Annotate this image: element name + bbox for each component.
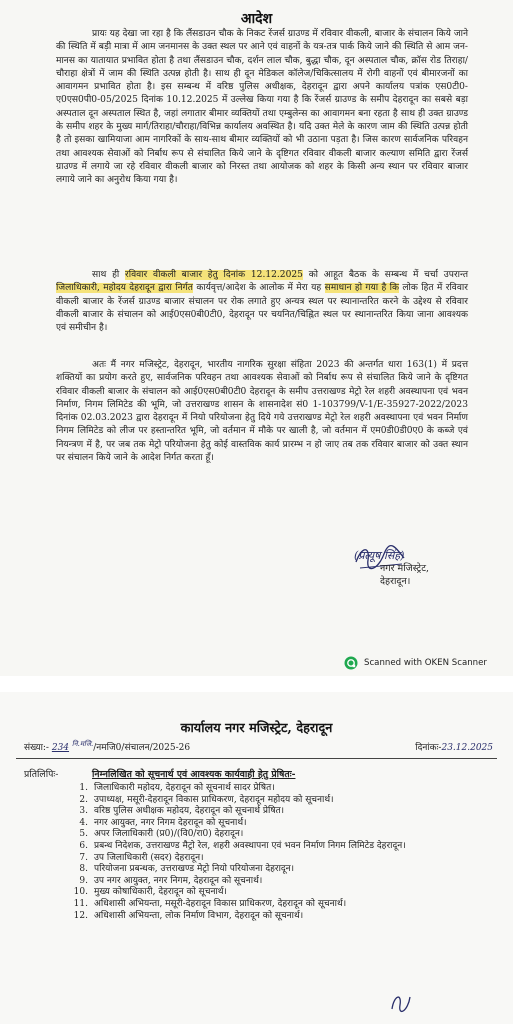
recipient-item [24,783,494,795]
signature-block [354,549,464,588]
recipient-number: 7. [79,852,88,863]
recipient-item [24,795,494,807]
order-paragraph-3 [56,359,468,465]
para2-text-a: साथ ही [92,270,125,280]
date-label: दिनांकः- [415,743,442,753]
recipient-number: 4. [79,817,88,828]
office-heading: कार्यालय नगर मजिस्ट्रेट, देहरादून [180,721,333,736]
recipient-item [24,806,494,818]
recipient-text: अपर जिलाधिकारी (प्र0)/(वि0/रा0) देहरादून। [94,829,244,840]
initial-mark-icon [388,989,414,1017]
para2-text-b: को आहूत बैठक के सम्बन्ध में चर्चा उपरान्त [302,270,468,280]
recipient-text: अधिशासी अभियन्ता, मसूरी-देहरादून विकास प्राधिकरण, देहरादून को सूचनार्थ। [94,898,347,909]
reference-handwritten-number: 234 [51,743,70,753]
recipient-text: वरिष्ठ पुलिस अधीक्षक महोदय, देहरादून को सूचनार्थ प्रेषित। [94,806,285,817]
oken-scanner-logo-icon [344,656,358,670]
recipient-text: परियोजना प्रबन्धक, उत्तराखण्ड मेट्रो नियो परियोजना देहरादून। [94,864,295,875]
recipient-number: 3. [79,806,88,817]
recipient-text: जिलाधिकारी महोदय, देहरादून को सूचनार्थ सादर प्रेषित। [94,783,275,793]
reference-initials: नि.मजि. [71,740,94,748]
reference-date [415,740,493,753]
recipient-item [24,887,494,899]
recipient-item [24,864,494,876]
reference-label: संख्या:- [24,743,49,753]
page-separator [0,676,513,692]
copy-distribution-page [0,692,513,1024]
recipient-number: 8. [79,864,88,875]
highlighted-meeting-date: रविवार वीकली बाजार हेतु दिनांक 12.12.2025 [125,270,303,280]
reference-number [24,740,190,753]
date-value: 23.12.2025 [441,743,493,753]
recipient-text: अधिशासी अभियन्ता, लोक निर्माण विभाग, देहरादून को सूचनार्थ। [94,910,304,921]
para2-text-d: लोक हित में रविवार वीकली बाजार के रेंजर्स ग्राउण्ड बाजार संचालन पर रोक लगाते हुए अन्यत्र स्थल पर स्थानान्तरित करने के उद्देश्य से रविवार वीकली बाजार के संचालन को आई0एस0बी0टी0, देहरादून पर चयनित/चिह्नित स्थल पर स्थानान्तरित किया जाना आवश्यक एवं समीचीन है। [56,283,468,334]
recipient-number: 6. [79,840,88,851]
recipient-number: 10. [73,887,88,898]
recipient-item [24,829,494,841]
highlighted-dm-order: जिलाधिकारी, महोदय देहरादून द्वारा निर्गत [56,283,193,294]
reference-text: /नमजि0/संचालन/2025-26 [93,743,191,753]
para2-text-c: कार्यवृत्त/आदेश के आलोक में मेरा यह [192,283,325,294]
order-paragraph-1 [56,28,468,188]
order-paragraph-1-text: प्रायः यह देखा जा रहा है कि लैंसडाउन चौक के निकट रेंजर्स ग्राउण्ड में रविवार वीकली, बाजार के संचालन किये जाने की स्थिति में बड़ी मात्रा में आम जनमानस के उक्त स्थल पर आने एवं वाहनों के यत्र-तत्र पार्क किये जाने की स्थिति से आम जन-मानस का यातायात प्रभावित होता है तथा लैंसडाउन चौक, दर्शन लाल चौक, बुद्धा चौक, दून अस्पताल चौक, क्रॉस रोड तिराहा/चौराहा क्षेत्रों में जाम की स्थिति उत्पन्न होती है। साथ ही दून मेडिकल कॉलेज/चिकित्सालय में रोगी वाहनों एवं बीमारजनों का आवागमन प्रभावित होता है। इस सम्बन्ध में वरिष्ठ पुलिस अधीक्षक, देहरादून द्वारा अपने कार्यालय पत्रांक एस0टी0-ए0एस0पी0-05/2025 दिनांक 10.12.2025 में उल्लेख किया गया है कि रेंजर्स ग्राउण्ड के समीप देहरादून का सबसे बड़ा अस्पताल दून अस्पताल स्थित है, जहां लगातार बीमार व्यक्तियों तथा एम्बुलेन्स का आवागमन बना रहता है साथ ही उक्त ग्राउण्ड के समीप शहर के मुख्य मार्ग/तिराहा/चौराहा/विभिन्न कार्यालय अवस्थित है। यदि उक्त मेले के कारण जाम की स्थिति उत्पन्न होती है तो इसका खामियाजा आम नागरिकों के साथ-साथ बीमार व्यक्तियों को भी उठाना पड़ता है। जिस कारण सार्वजनिक परिवहन तथा आवश्यक सेवाओं को निर्बाध रूप से संचालित किये जाने के दृष्टिगत रविवार वीकली बाजार कल्याण समिति द्वारा रेंजर्स ग्राउण्ड में लगाये जा रहे रविवार वीकली बाजार को निरस्त तथा आयोजक को शहर के किसी अन्य स्थान पर रविवार बाजार लगाये जाने का अनुरोध किया गया है। [56,29,468,186]
recipient-item [24,853,494,865]
recipient-number: 12. [73,910,88,921]
recipient-item [24,899,494,911]
recipient-item [24,876,494,888]
recipient-text: उप नगर आयुक्त, नगर निगम, देहरादून को सूचनार्थ। [94,875,263,886]
reference-divider [16,758,497,759]
copy-label: प्रतिलिपिः- [24,769,59,780]
scanner-label: Scanned with OKEN Scanner [364,658,487,668]
recipient-list [24,783,494,922]
signatory-name: (प्रत्यूष सिंह) [354,549,405,562]
recipient-text: प्रबन्ध निदेशक, उत्तराखण्ड मैट्रो रेल, शहरी अवस्थापना एवं भवन निर्माण निगम लिमिटेड देहरादून। [94,840,406,851]
recipient-item [24,841,494,853]
recipient-number: 1. [79,783,88,793]
highlighted-satisfaction: समाधान हो गया है कि [324,283,400,294]
order-title: आदेश [240,11,273,27]
recipient-number: 5. [79,829,88,840]
recipient-text: उप जिलाधिकारी (सदर) देहरादून। [94,852,204,863]
recipient-number: 9. [79,875,88,886]
recipient-number: 2. [79,794,88,805]
recipient-item [24,911,494,923]
order-paragraph-3-text: अतः मैं नगर मजिस्ट्रेट, देहरादून, भारतीय नागरिक सुरक्षा संहिता 2023 की अन्तर्गत धारा 163(1) में प्रदत्त शक्तियों का प्रयोग करते हुए, सार्वजनिक परिवहन तथा आवश्यक सेवाओं को निर्बाध रूप से संचालित किये जाने के दृष्टिगत रविवार वीकली बाजार के संचालन को आई0एस0बी0टी0 देहरादून के समीप उत्तराखण्ड मेट्रो रेल शहरी अवस्थापना एवं भवन निर्माण, निगम लिमिटेड की भूमि, जो उत्तराखण्ड शासन के शासनादेश सं0 1-103799/V-1/E-35927-2022/2023 दिनांक 02.03.2023 द्वारा देहरादून में नियो परियोजना हेतु दिये गये उत्तराखण्ड मेट्रो रेल शहरी अवस्थापना एवं भवन निर्माण निगम लिमिटेड को लीज पर हस्तान्तरित भूमि, जो वर्तमान में मौके पर खाली है, जो वर्तमान में एम0डी0डी0ए0 के कब्जे एवं नियन्त्रण में है, पर जब तक मेट्रो परियोजना हेतु कोई वास्तविक कार्य प्रारम्भ न हो जाए तब तक रविवार बाजार को उक्त स्थान पर संचालन किये जाने के आदेश निर्गत करता हूँ। [56,360,468,464]
order-paragraph-2 [56,269,468,335]
signatory-designation: नगर मजिस्ट्रेट, [380,563,430,574]
signatory-place: देहरादून। [380,576,411,587]
recipient-text: नगर आयुक्त, नगर निगम देहरादून को सूचनार्थ। [94,817,247,828]
copy-subject: निम्नलिखित को सूचनार्थ एवं आवश्यक कार्यवाही हेतु प्रेषितः- [92,769,296,780]
scanner-watermark [344,655,487,671]
recipient-text: उपाध्यक्ष, मसूरी-देहरादून विकास प्राधिकरण, देहरादून महोदय को सूचनार्थ। [94,794,334,805]
recipient-number: 11. [73,898,88,909]
recipient-text: मुख्य कोषाधिकारी, देहरादून को सूचनार्थ। [94,887,227,898]
recipient-item [24,818,494,830]
